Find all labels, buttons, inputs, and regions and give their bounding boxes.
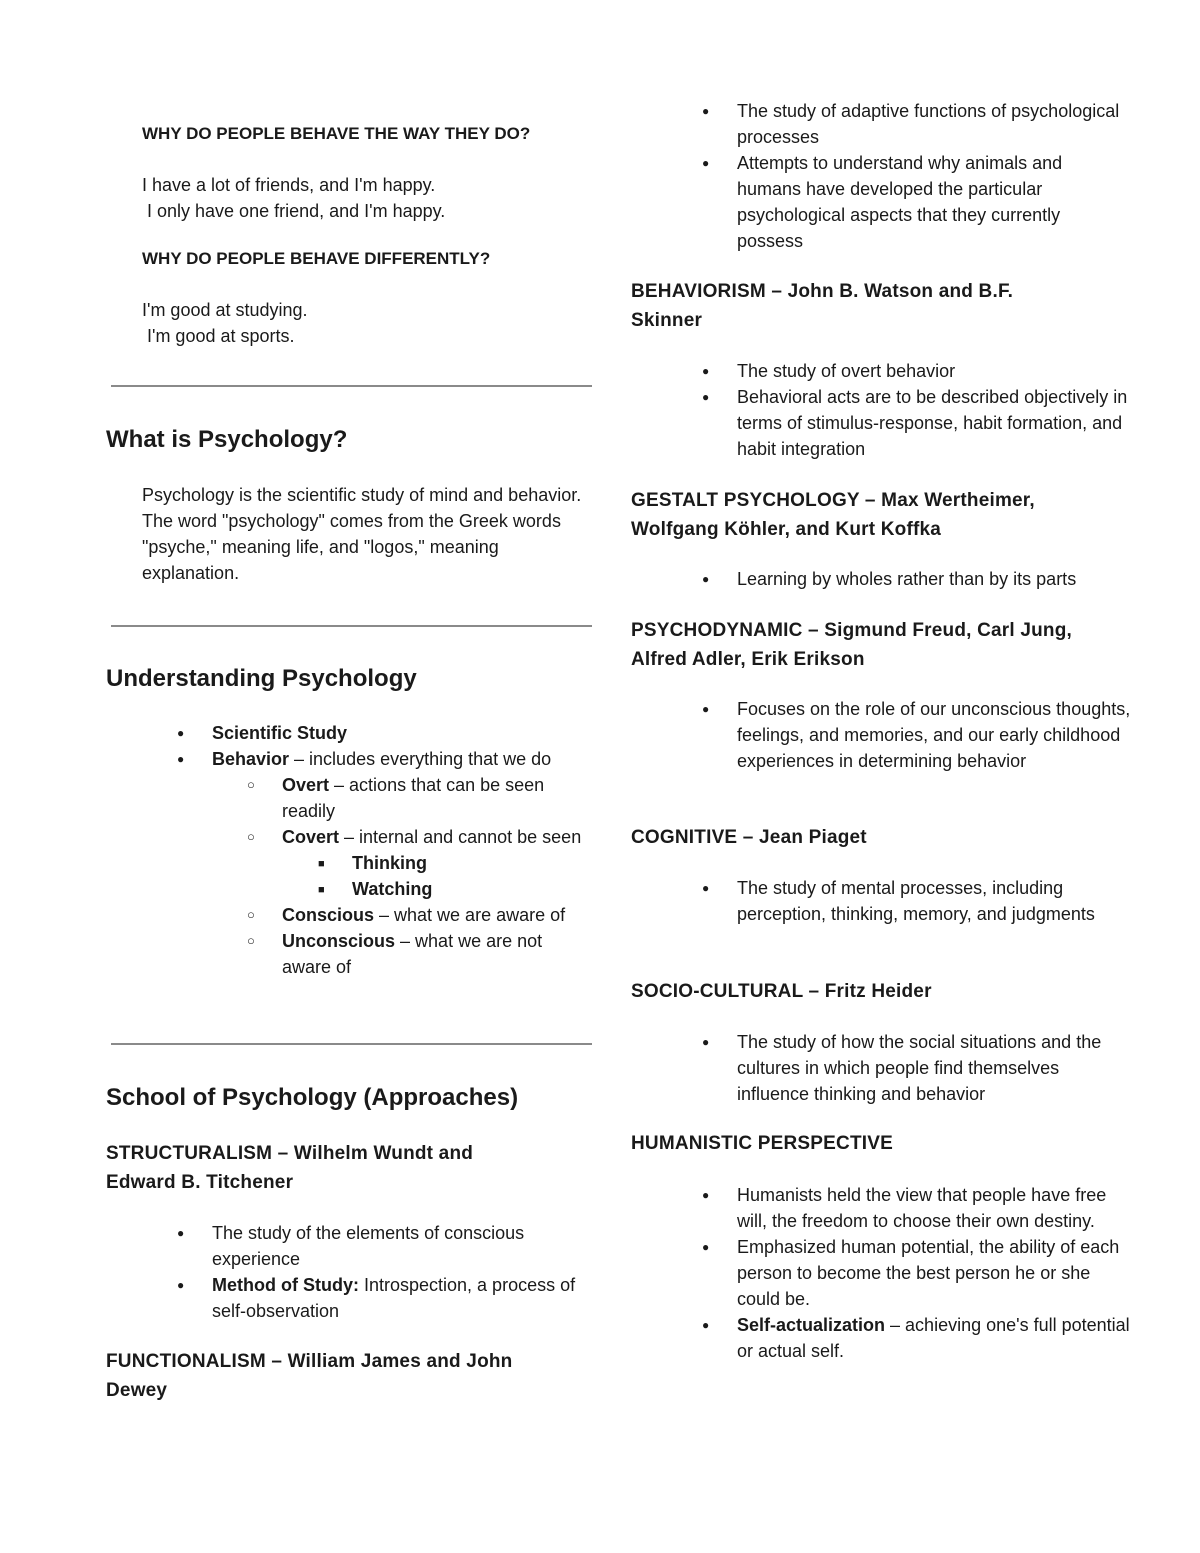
cognitive-title: COGNITIVE – Jean Piaget (631, 827, 867, 848)
structuralism-list (106, 1220, 596, 1324)
list-item: ○ Overt – actions that can be seen readily (106, 772, 596, 824)
humanistic-title: HUMANISTIC PERSPECTIVE (631, 1133, 893, 1154)
schools-heading: School of Psychology (Approaches) (106, 1084, 519, 1111)
functionalism-title: FUNCTIONALISM – William James and John Dewey (106, 1351, 513, 1401)
what-is-heading: What is Psychology? (106, 426, 348, 453)
list-item: ● Scientific Study (106, 720, 596, 746)
list-item: ● The study of mental processes, including perception, thinking, memory, and judgments (631, 875, 1131, 927)
list-item: ● The study of the elements of conscious experience (106, 1220, 596, 1272)
list-item: ● Behavior – includes everything that we do (106, 746, 596, 772)
list-item: ● Humanists held the view that people have free will, the freedom to choose their own destiny. (631, 1182, 1131, 1234)
understanding-heading: Understanding Psychology (106, 665, 417, 692)
intro-line-2: I only have one friend, and I'm happy. (142, 201, 446, 221)
divider (111, 385, 592, 387)
humanistic-list (631, 1182, 1131, 1364)
functionalism-list (631, 98, 1131, 254)
structuralism-title: STRUCTURALISM – Wilhelm Wundt and Edward B. Titchener (106, 1143, 474, 1193)
list-item: ■ Watching (106, 876, 596, 902)
divider (111, 1043, 592, 1045)
list-item: ● The study of how the social situations and the cultures in which people find themselves influence thinking and behavior (631, 1029, 1131, 1107)
understanding-list (106, 720, 596, 980)
list-item: ○ Conscious – what we are aware of (106, 902, 596, 928)
what-is-paragraph: Psychology is the scientific study of mind and behavior. The word "psychology" comes from the Greek words "psyche," meaning life, and "logos," meaning explanation. (142, 485, 582, 583)
list-item: ● Focuses on the role of our unconscious thoughts, feelings, and memories, and our early childhood experiences in determining behavior (631, 696, 1131, 774)
cognitive-list (631, 875, 1131, 927)
list-item: ● Attempts to understand why animals and humans have developed the particular psychological aspects that they currently possess (631, 150, 1131, 254)
psychodynamic-list (631, 696, 1131, 774)
list-item: ● The study of adaptive functions of psychological processes (631, 98, 1131, 150)
sociocultural-title: SOCIO-CULTURAL – Fritz Heider (631, 981, 932, 1002)
list-item: ● Self-actualization – achieving one's full potential or actual self. (631, 1312, 1131, 1364)
list-item: ● The study of overt behavior (631, 358, 1131, 384)
intro-question-1: WHY DO PEOPLE BEHAVE THE WAY THEY DO? (142, 124, 531, 143)
behaviorism-title: BEHAVIORISM – John B. Watson and B.F. Skinner (631, 281, 1014, 331)
list-item: ● Emphasized human potential, the ability of each person to become the best person he or she could be. (631, 1234, 1131, 1312)
intro-line-4: I'm good at sports. (142, 326, 295, 346)
divider (111, 625, 592, 627)
intro-line-1: I have a lot of friends, and I'm happy. (142, 175, 436, 195)
list-item: ● Behavioral acts are to be described objectively in terms of stimulus-response, habit formation, and habit integration (631, 384, 1131, 462)
intro-line-3: I'm good at studying. (142, 300, 308, 320)
gestalt-title: GESTALT PSYCHOLOGY – Max Wertheimer, Wolfgang Köhler, and Kurt Koffka (631, 490, 1035, 540)
sociocultural-list (631, 1029, 1131, 1107)
list-item: ● Method of Study: Introspection, a process of self-observation (106, 1272, 596, 1324)
list-item: ■ Thinking (106, 850, 596, 876)
list-item: ● Learning by wholes rather than by its parts (631, 566, 1131, 592)
gestalt-list (631, 566, 1131, 592)
psychodynamic-title: PSYCHODYNAMIC – Sigmund Freud, Carl Jung, Alfred Adler, Erik Erikson (631, 620, 1073, 670)
behaviorism-list (631, 358, 1131, 462)
list-item: ○ Covert – internal and cannot be seen (106, 824, 596, 850)
list-item: ○ Unconscious – what we are not aware of (106, 928, 596, 980)
intro-question-2: WHY DO PEOPLE BEHAVE DIFFERENTLY? (142, 249, 491, 268)
